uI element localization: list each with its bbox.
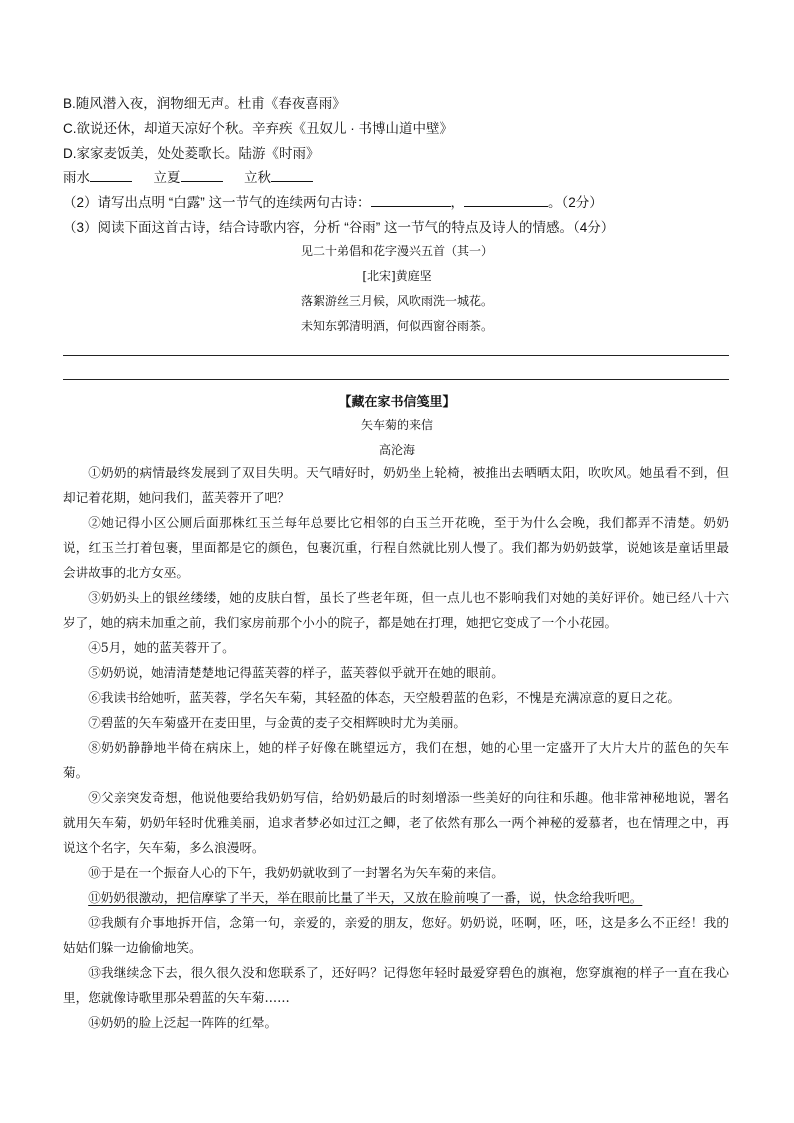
- article-title: 矢车菊的来信: [360, 418, 433, 432]
- solar-terms-row: [63, 166, 313, 186]
- term-lixia: 立夏: [153, 170, 181, 185]
- section-heading: 【藏在家书信笺里】: [338, 394, 456, 409]
- article-author: 高沦海: [378, 443, 415, 457]
- question-2-text: （2）请写出点明 “白露” 这一节气的连续两句古诗：: [63, 195, 371, 210]
- question-2: [63, 191, 603, 211]
- paragraph-11: ⑪奶奶很激动，把信摩挲了半天，举在眼前比量了半天，又放在脸前嗅了一番，说，快念给我听吧。: [88, 890, 643, 905]
- term-liqiu: 立秋: [244, 170, 272, 185]
- paragraph-5: ⑤奶奶说，她清清楚楚地记得蓝芙蓉的样子，蓝芙蓉似乎就开在她的眼前。: [88, 665, 504, 680]
- question-2-end: 。（2分）: [548, 195, 603, 210]
- term-yushui: 雨水: [63, 170, 90, 185]
- term-liqiu-blank[interactable]: [271, 169, 313, 182]
- paragraph-6: ⑥我读书给她听，蓝芙蓉，学名矢车菊，其轻盈的体态，天空般碧蓝的色彩，不愧是充满凉意的夏日之花。: [88, 690, 681, 705]
- option-c: C.欲说还休，却道天凉好个秋。辛弃疾《丑奴儿 · 书博山道中壁》: [63, 121, 453, 136]
- option-b: B.随风潜入夜，润物细无声。杜甫《春夜喜雨》: [63, 96, 346, 111]
- option-d: D.家家麦饭美，处处菱歌长。陆游《时雨》: [63, 146, 320, 161]
- paragraph-7: ⑦碧蓝的矢车菊盛开在麦田里，与金黄的麦子交相辉映时尤为美丽。: [88, 715, 466, 730]
- paragraph-12: ⑫我颇有介事地拆开信，念第一句，亲爱的，亲爱的朋友，您好。奶奶说，呸啊，呸，呸，这是多么不正经！我的姑姑们躲一边偷偷地笑。: [63, 915, 729, 955]
- poem-author: [北宋]黄庭坚: [362, 269, 432, 283]
- paragraph-3: ③奶奶头上的银丝缕缕，她的皮肤白皙，虽长了些老年斑，但一点儿也不影响我们对她的美好评价。她已经八十六岁了，她的病未加重之前，我们家房前那个小小的院子，都是她在打理，她把它变成了一个小花园。: [63, 590, 729, 630]
- poem-line-1: 落絮游丝三月候，风吹雨洗一城花。: [300, 294, 493, 308]
- paragraph-2: ②她记得小区公厕后面那株红玉兰每年总要比它相邻的白玉兰开花晚，至于为什么会晚，我们都弄不清楚。奶奶说，红玉兰打着包裹，里面都是它的颜色，包裹沉重，行程自然就比别人慢了。我们都为奶奶鼓掌，说她该是童话里最会讲故事的北方女巫。: [63, 515, 729, 580]
- term-yushui-blank[interactable]: [90, 169, 132, 182]
- answer-line-1[interactable]: [63, 355, 729, 356]
- paragraph-10: ⑩于是在一个振奋人心的下午，我奶奶就收到了一封署名为矢车菊的来信。: [88, 865, 504, 880]
- question-2-comma: ，: [450, 195, 465, 210]
- paragraph-9: ⑨父亲突发奇想，他说他要给我奶奶写信，给奶奶最后的时刻增添一些美好的向往和乐趣。他非常神秘地说，署名就用矢车菊，奶奶年轻时优雅美丽，追求者梦必如过江之鲫，老了依然有那么一两个神秘的爱慕者，也在情理之中，再说这个名字，矢车菊，多么浪漫呀。: [63, 790, 729, 855]
- question-3: （3）阅读下面这首古诗，结合诗歌内容，分析 “谷雨” 这一节气的特点及诗人的情感。（4分）: [63, 220, 615, 235]
- term-lixia-blank[interactable]: [181, 169, 223, 182]
- paragraph-14: ⑭奶奶的脸上泛起一阵阵的红晕。: [88, 1015, 278, 1030]
- paragraph-8: ⑧奶奶静静地半倚在病床上，她的样子好像在眺望远方，我们在想，她的心里一定盛开了大片大片的蓝色的矢车菊。: [63, 740, 729, 780]
- answer-blank-2[interactable]: [464, 194, 548, 207]
- answer-line-2[interactable]: [63, 379, 729, 380]
- paragraph-1: ①奶奶的病情最终发展到了双目失明。天气晴好时，奶奶坐上轮椅，被推出去晒晒太阳，吹吹风。她虽看不到，但却记着花期，她问我们，蓝芙蓉开了吧？: [63, 465, 729, 505]
- paragraph-4: ④5月，她的蓝芙蓉开了。: [88, 640, 235, 655]
- paragraph-13: ⑬我继续念下去，很久很久没和您联系了，还好吗？记得您年轻时最爱穿碧色的旗袍，您穿旗袍的样子一直在我心里，您就像诗歌里那朵碧蓝的矢车菊……: [63, 965, 729, 1005]
- poem-title: 见二十弟倡和花字漫兴五首（其一）: [300, 244, 493, 258]
- answer-blank-1[interactable]: [371, 194, 451, 207]
- poem-line-2: 未知东郭清明酒，何似西窗谷雨茶。: [300, 319, 493, 333]
